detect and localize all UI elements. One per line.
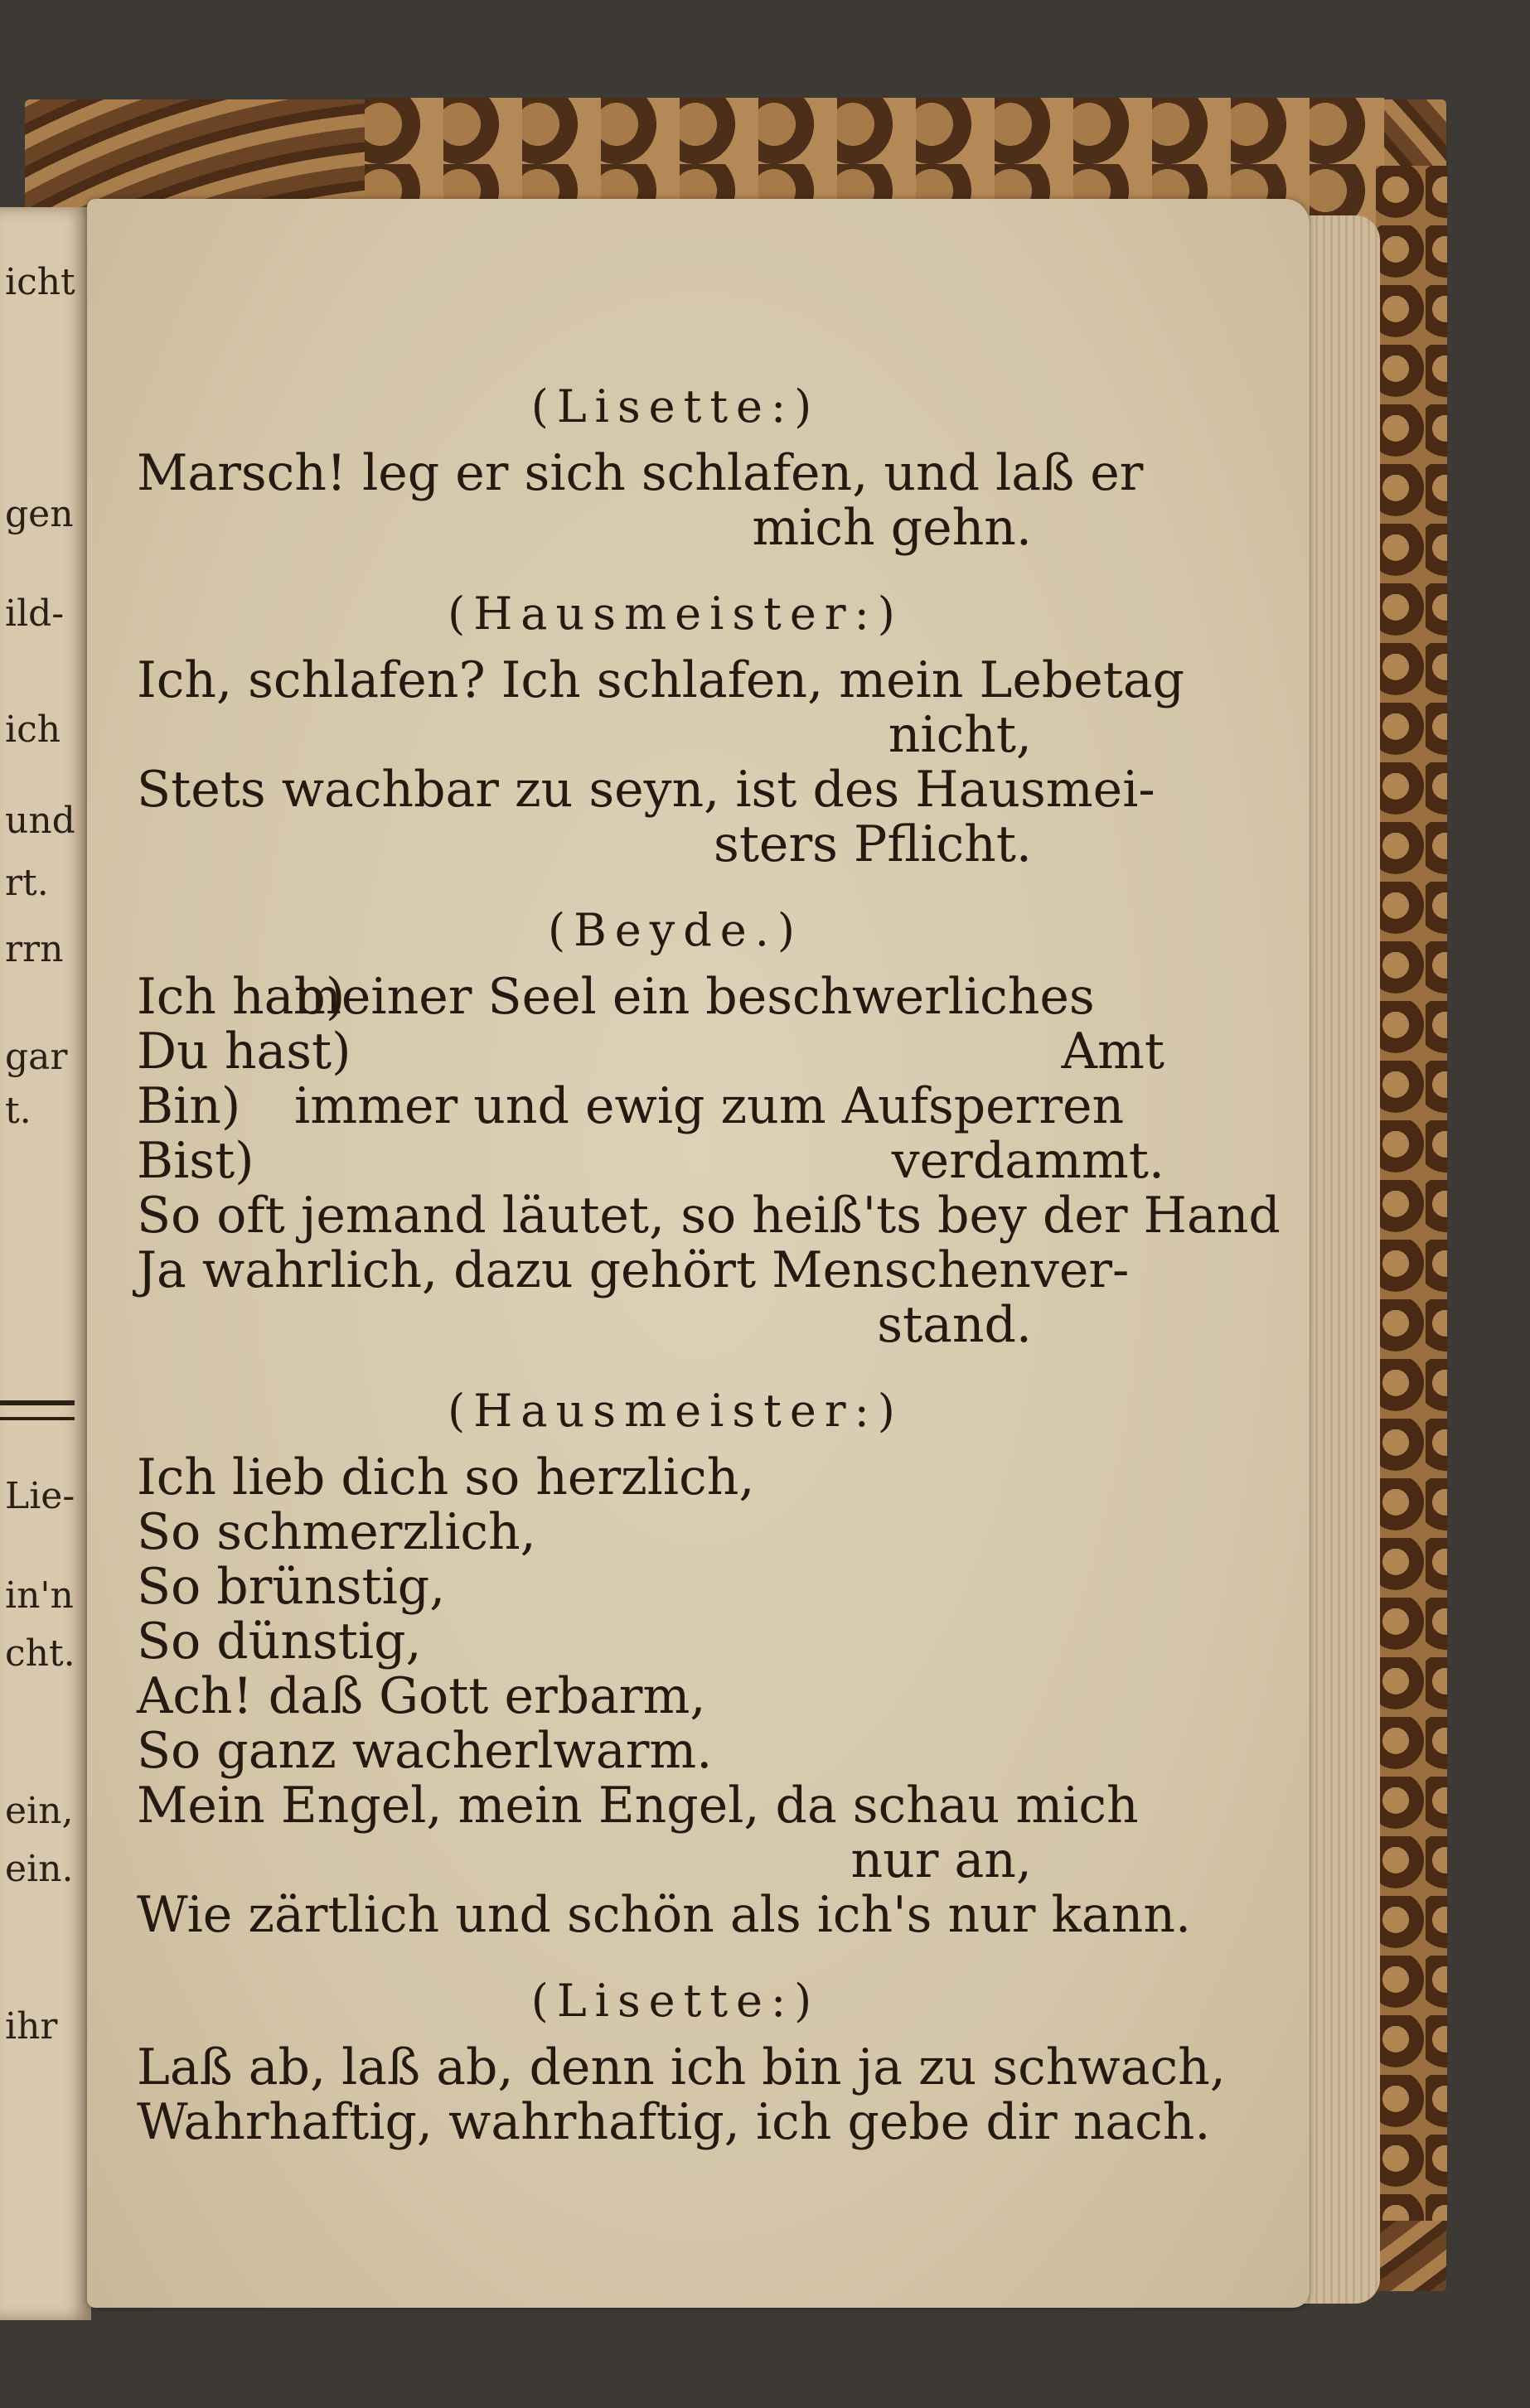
left-fragment: icht xyxy=(5,261,75,303)
left-fragment: gar xyxy=(5,1036,68,1078)
block-gap xyxy=(137,1942,1214,1959)
verse-continuation: stand. xyxy=(877,1296,1032,1354)
left-fragment: ich xyxy=(5,708,61,751)
duet-part-a: Ich hab) xyxy=(137,968,346,1026)
left-fragment: Lie- xyxy=(5,1475,75,1517)
block-gap xyxy=(137,872,1214,888)
left-page-edge xyxy=(0,207,91,2320)
duet-lines xyxy=(137,969,1214,1188)
left-fragment: und xyxy=(5,800,75,842)
verse-line: So schmerzlich, xyxy=(137,1503,536,1561)
verse-line: Laß ab, laß ab, denn ich bin ja zu schwach, xyxy=(137,2038,1226,2096)
verse-continuation: sters Pflicht. xyxy=(714,815,1032,873)
speaker-label: (Lisette:) xyxy=(530,380,821,433)
left-fragment: rrn xyxy=(5,928,64,970)
duet-part-a: Du hast) xyxy=(137,1023,351,1081)
duet-part-a: Bist) xyxy=(137,1132,254,1190)
verse-line: Ich, schlafen? Ich schlafen, mein Lebetag xyxy=(137,651,1185,709)
block-gap xyxy=(137,1352,1214,1369)
cover-marbled-right xyxy=(1376,166,1447,2221)
block-gap xyxy=(137,2149,1214,2166)
block-gap xyxy=(137,555,1214,572)
duet-part-b: verdammt. xyxy=(891,1132,1164,1190)
duet-part-b: meiner Seel ein beschwerliches xyxy=(294,968,1095,1026)
page-text xyxy=(137,365,1281,2166)
left-fragment: gen xyxy=(5,493,74,535)
speaker-label: (Hausmeister:) xyxy=(448,587,903,640)
right-page xyxy=(87,199,1310,2308)
duet-part-b: immer und ewig zum Aufsperren xyxy=(294,1077,1125,1135)
verse-line: Ich lieb dich so herzlich, xyxy=(137,1448,755,1506)
left-fragment: t. xyxy=(5,1090,31,1132)
left-fragment: ild- xyxy=(5,592,65,635)
verse-line: Marsch! leg er sich schlafen, und laß er xyxy=(137,444,1144,502)
left-fragment: cht. xyxy=(5,1632,75,1675)
verse-line: So dünstig, xyxy=(137,1613,422,1671)
left-fragment: ein. xyxy=(5,1848,74,1890)
verse-continuation: nur an, xyxy=(850,1831,1032,1889)
verse-continuation: nicht, xyxy=(888,706,1032,764)
verse-continuation: mich gehn. xyxy=(752,499,1032,557)
duet-part-b: Amt xyxy=(1061,1023,1164,1081)
section-rule xyxy=(0,1400,75,1420)
left-fragment: ihr xyxy=(5,2005,58,2048)
left-fragment: ein, xyxy=(5,1790,74,1832)
verse-line: Wahrhaftig, wahrhaftig, ich gebe dir nach. xyxy=(137,2093,1211,2151)
verse-line: Stets wachbar zu seyn, ist des Hausmei- xyxy=(137,761,1155,819)
left-fragment: in'n xyxy=(5,1574,74,1617)
verse-line: Mein Engel, mein Engel, da schau mich xyxy=(137,1777,1139,1835)
left-fragment: rt. xyxy=(5,862,49,904)
speaker-label: (Hausmeister:) xyxy=(448,1385,903,1437)
speaker-label: (Lisette:) xyxy=(530,1975,821,2027)
verse-line: So ganz wacherlwarm. xyxy=(137,1722,713,1780)
verse-line: Ach! daß Gott erbarm, xyxy=(137,1667,706,1725)
duet-part-a: Bin) xyxy=(137,1077,241,1135)
verse-line: So brünstig, xyxy=(137,1558,446,1616)
speaker-label: (Beyde.) xyxy=(548,904,803,956)
verse-line: So oft jemand läutet, so heiß'ts bey der Hand xyxy=(137,1187,1281,1245)
verse-line: Ja wahrlich, dazu gehört Menschenver- xyxy=(137,1241,1130,1299)
verse-line: Wie zärtlich und schön als ich's nur kann. xyxy=(137,1886,1192,1944)
